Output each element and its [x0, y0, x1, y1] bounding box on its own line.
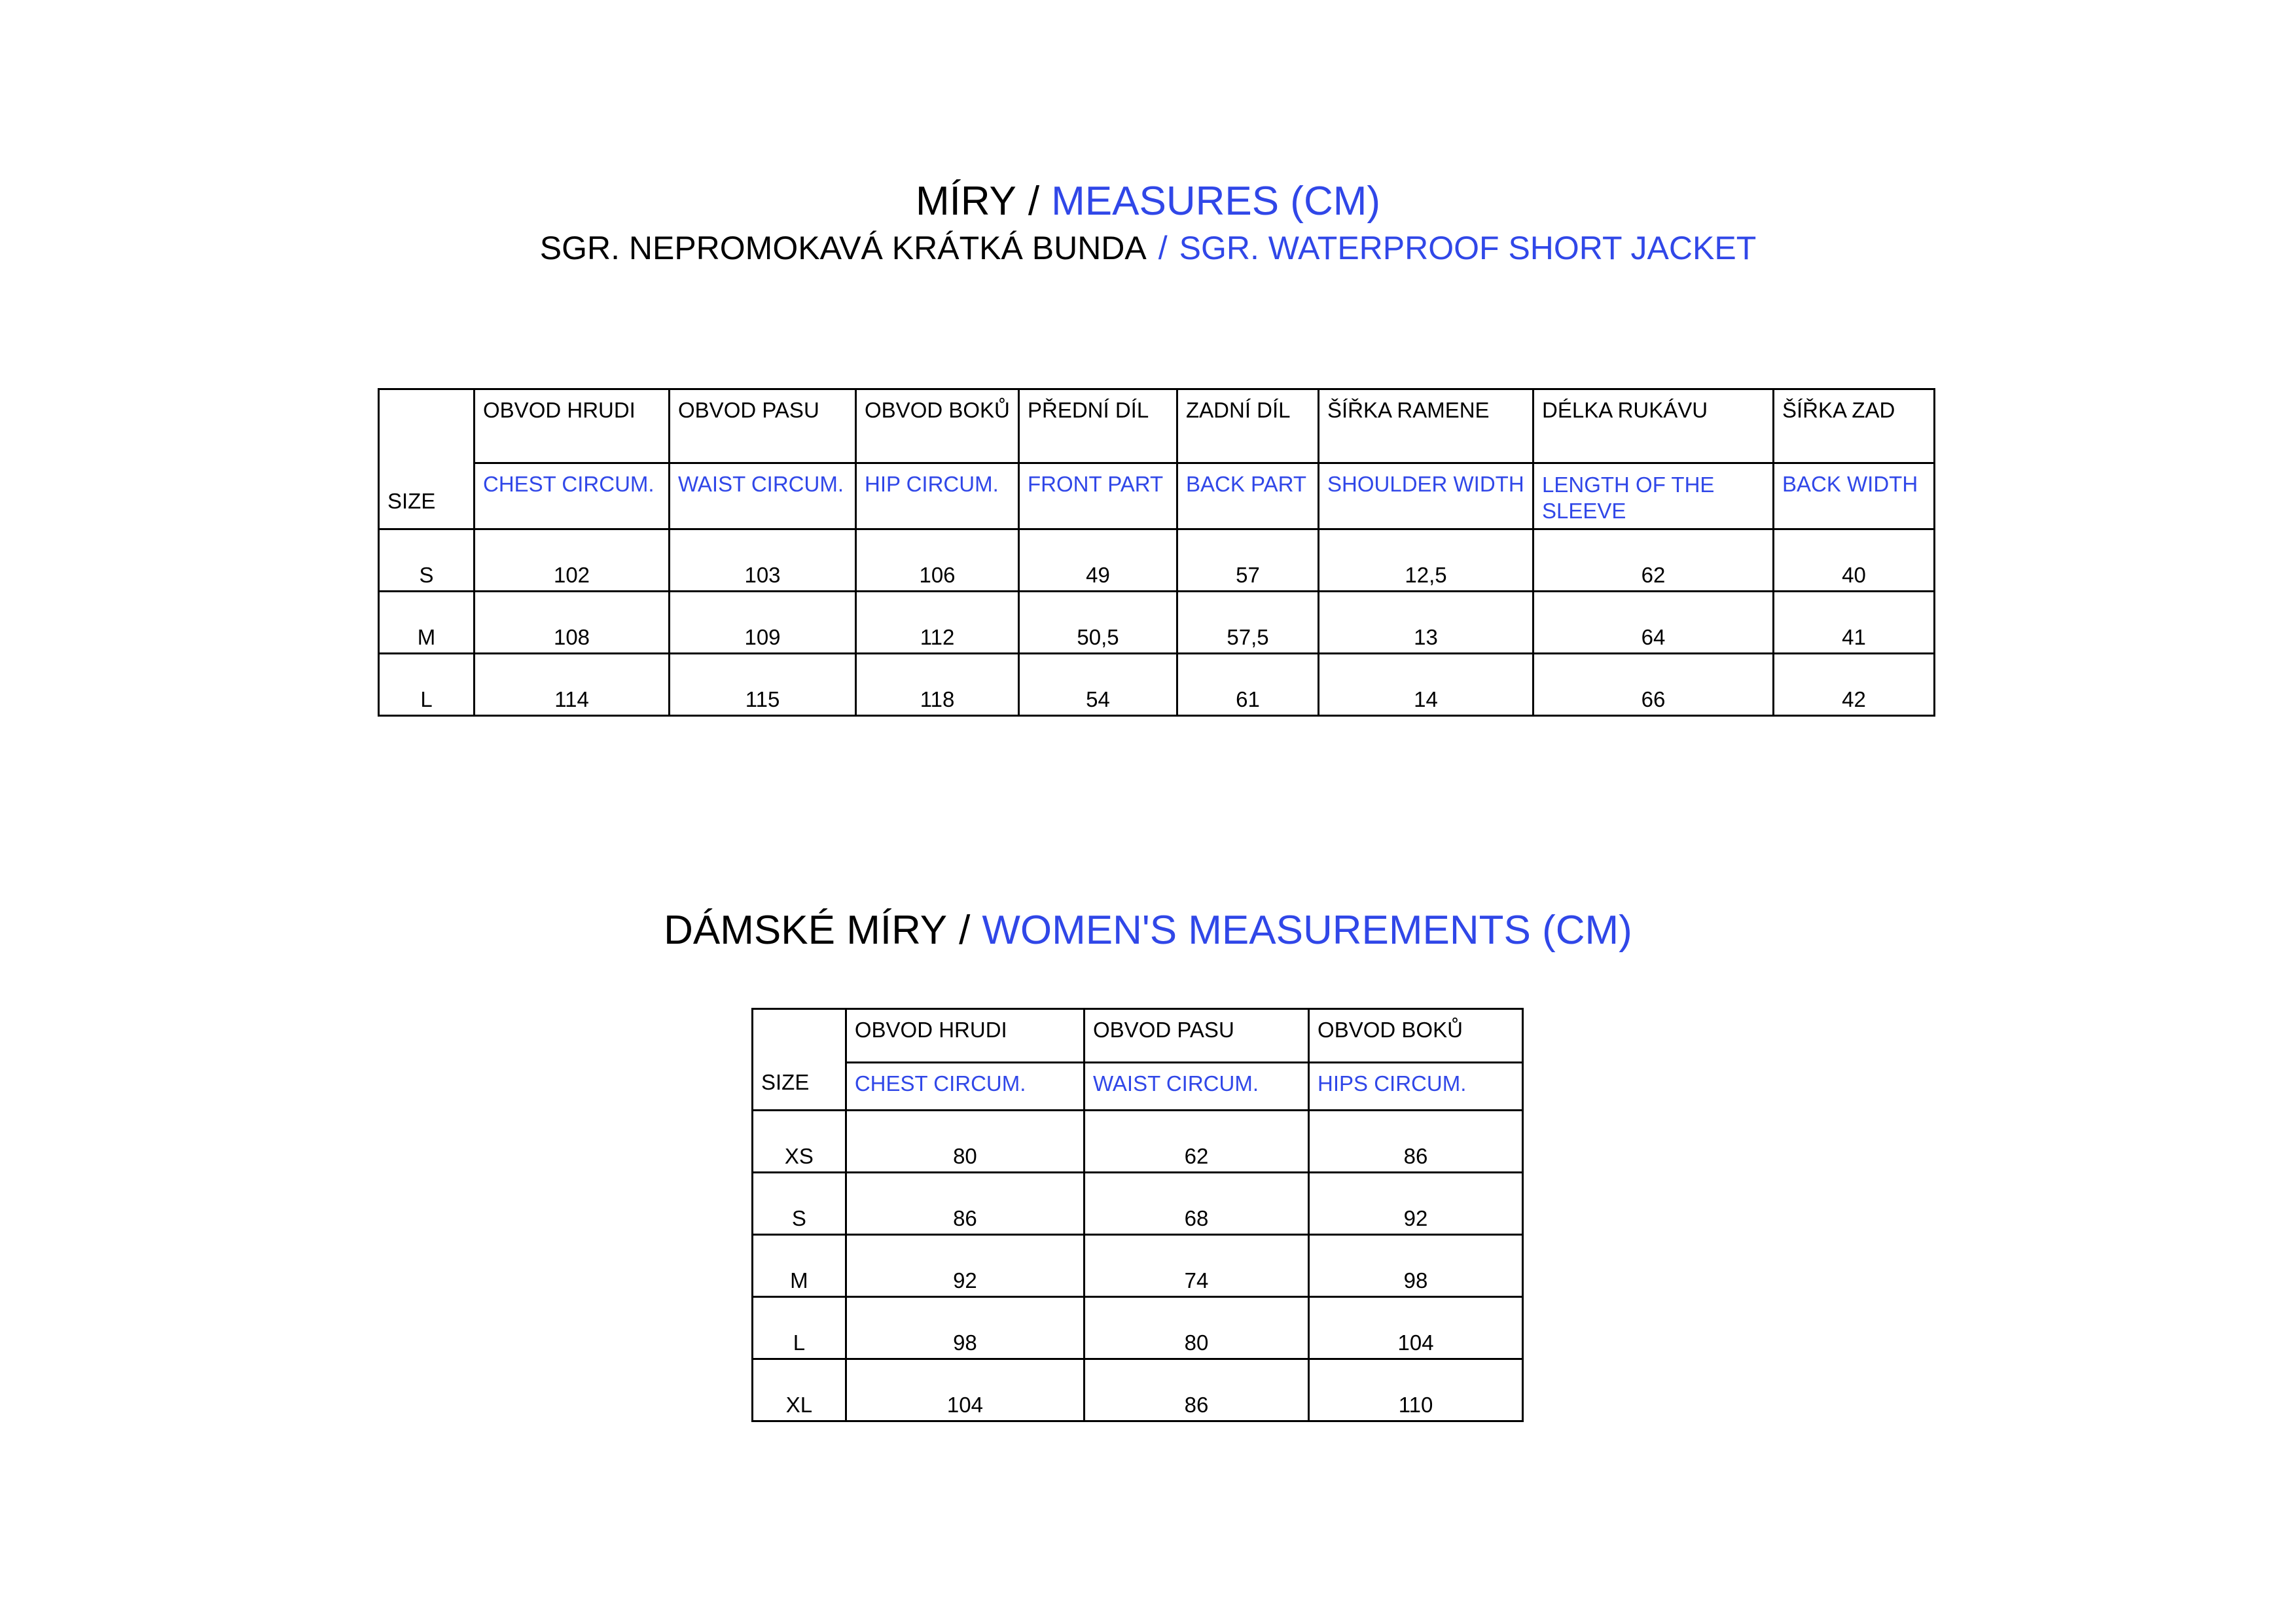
- title-separator: /: [959, 908, 971, 953]
- value-cell: 108: [475, 592, 670, 654]
- value-cell: 42: [1774, 654, 1935, 716]
- header-cz: OBVOD HRUDI: [846, 1009, 1084, 1063]
- header-cz: PŘEDNÍ DÍL: [1019, 389, 1177, 463]
- value-cell: 110: [1309, 1359, 1523, 1421]
- value-cell: 57,5: [1177, 592, 1319, 654]
- men-title-cz: MÍRY: [915, 179, 1016, 224]
- title-separator: /: [1028, 179, 1040, 224]
- men-subtitle: [0, 229, 2296, 267]
- value-cell: 86: [846, 1173, 1084, 1235]
- value-cell: 104: [1309, 1297, 1523, 1359]
- header-cz: OBVOD BOKŮ: [856, 389, 1019, 463]
- header-row-en: [379, 463, 1935, 529]
- value-cell: 86: [1309, 1111, 1523, 1173]
- women-title: [0, 907, 2296, 954]
- header-row-cz: [753, 1009, 1523, 1063]
- value-cell: 114: [475, 654, 670, 716]
- size-cell: XS: [753, 1111, 846, 1173]
- value-cell: 80: [846, 1111, 1084, 1173]
- header-en: FRONT PART: [1019, 463, 1177, 529]
- women-title-cz: DÁMSKÉ MÍRY: [664, 908, 948, 953]
- women-size-table: [751, 1008, 1524, 1422]
- value-cell: 61: [1177, 654, 1319, 716]
- value-cell: 66: [1534, 654, 1774, 716]
- men-subtitle-en: SGR. WATERPROOF SHORT JACKET: [1179, 230, 1757, 266]
- women-title-en: WOMEN'S MEASUREMENTS (CM): [982, 908, 1632, 953]
- value-cell: 98: [1309, 1235, 1523, 1297]
- value-cell: 74: [1085, 1235, 1309, 1297]
- table-row: [379, 529, 1935, 592]
- value-cell: 13: [1319, 592, 1534, 654]
- header-row-cz: [379, 389, 1935, 463]
- value-cell: 118: [856, 654, 1019, 716]
- men-size-table: [378, 388, 1935, 717]
- header-cz: OBVOD BOKŮ: [1309, 1009, 1523, 1063]
- value-cell: 115: [670, 654, 856, 716]
- value-cell: 50,5: [1019, 592, 1177, 654]
- header-en: CHEST CIRCUM.: [846, 1063, 1084, 1111]
- header-cz: DÉLKA RUKÁVU: [1534, 389, 1774, 463]
- size-cell: M: [379, 592, 475, 654]
- header-cz: OBVOD PASU: [1085, 1009, 1309, 1063]
- size-cell: S: [379, 529, 475, 592]
- header-row-en: [753, 1063, 1523, 1111]
- size-cell: M: [753, 1235, 846, 1297]
- table-row: [753, 1235, 1523, 1297]
- header-en: BACK WIDTH: [1774, 463, 1935, 529]
- header-en: LENGTH OF THE SLEEVE: [1534, 463, 1774, 529]
- value-cell: 14: [1319, 654, 1534, 716]
- value-cell: 92: [846, 1235, 1084, 1297]
- table-row: [753, 1111, 1523, 1173]
- men-subtitle-cz: SGR. NEPROMOKAVÁ KRÁTKÁ BUNDA: [539, 230, 1147, 266]
- table-row: [753, 1173, 1523, 1235]
- value-cell: 80: [1085, 1297, 1309, 1359]
- value-cell: 68: [1085, 1173, 1309, 1235]
- men-title: [0, 178, 2296, 224]
- header-en: CHEST CIRCUM.: [475, 463, 670, 529]
- size-cell: L: [753, 1297, 846, 1359]
- size-cell: XL: [753, 1359, 846, 1421]
- value-cell: 62: [1534, 529, 1774, 592]
- value-cell: 109: [670, 592, 856, 654]
- header-en: WAIST CIRCUM.: [670, 463, 856, 529]
- header-en: BACK PART: [1177, 463, 1319, 529]
- table-row: [753, 1297, 1523, 1359]
- value-cell: 40: [1774, 529, 1935, 592]
- men-title-en: MEASURES (CM): [1051, 179, 1381, 224]
- header-cz: OBVOD PASU: [670, 389, 856, 463]
- value-cell: 86: [1085, 1359, 1309, 1421]
- value-cell: 41: [1774, 592, 1935, 654]
- header-cz: ŠÍŘKA ZAD: [1774, 389, 1935, 463]
- table-row: [379, 654, 1935, 716]
- value-cell: 102: [475, 529, 670, 592]
- size-header: SIZE: [753, 1009, 846, 1111]
- size-header: SIZE: [379, 389, 475, 529]
- value-cell: 103: [670, 529, 856, 592]
- header-cz: OBVOD HRUDI: [475, 389, 670, 463]
- value-cell: 106: [856, 529, 1019, 592]
- value-cell: 12,5: [1319, 529, 1534, 592]
- value-cell: 112: [856, 592, 1019, 654]
- value-cell: 92: [1309, 1173, 1523, 1235]
- header-cz: ZADNÍ DÍL: [1177, 389, 1319, 463]
- header-cz: ŠÍŘKA RAMENE: [1319, 389, 1534, 463]
- header-en: HIPS CIRCUM.: [1309, 1063, 1523, 1111]
- value-cell: 54: [1019, 654, 1177, 716]
- size-cell: S: [753, 1173, 846, 1235]
- table-row: [379, 592, 1935, 654]
- value-cell: 64: [1534, 592, 1774, 654]
- value-cell: 98: [846, 1297, 1084, 1359]
- header-en: HIP CIRCUM.: [856, 463, 1019, 529]
- value-cell: 104: [846, 1359, 1084, 1421]
- subtitle-separator: /: [1158, 230, 1168, 266]
- table-row: [753, 1359, 1523, 1421]
- value-cell: 62: [1085, 1111, 1309, 1173]
- header-en: SHOULDER WIDTH: [1319, 463, 1534, 529]
- size-cell: L: [379, 654, 475, 716]
- header-en: WAIST CIRCUM.: [1085, 1063, 1309, 1111]
- value-cell: 57: [1177, 529, 1319, 592]
- value-cell: 49: [1019, 529, 1177, 592]
